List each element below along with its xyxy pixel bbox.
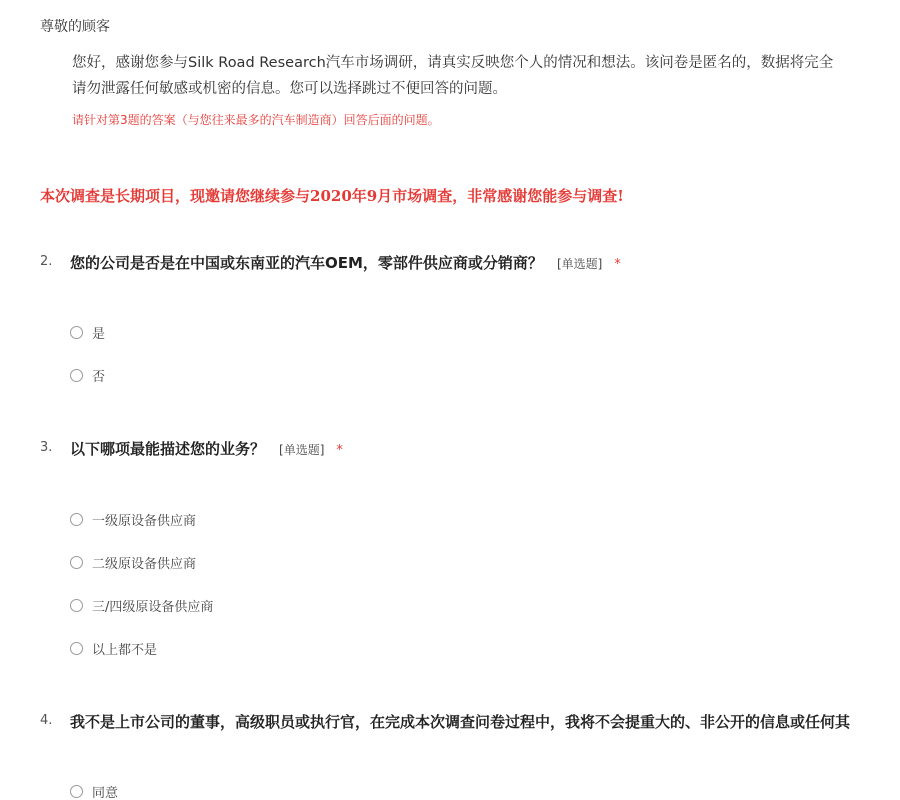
question-type-tag: [单选题]: [279, 443, 325, 457]
radio-button[interactable]: [70, 599, 83, 612]
option-label: 以上都不是: [92, 642, 158, 658]
question-4: [40, 711, 900, 800]
required-marker: *: [614, 257, 621, 272]
option-tier2-supplier[interactable]: [70, 552, 196, 572]
question-title: [40, 252, 900, 276]
question-label: 我不是上市公司的董事，高级职员或执行官，在完成本次调查问卷过程中，我将不会提重大的、非公开的信息或任何其: [70, 713, 851, 731]
option-yes[interactable]: [70, 322, 105, 342]
greeting: 尊敬的顾客: [40, 19, 110, 35]
question-label: 您的公司是否是在中国或东南亚的汽车OEM，零部件供应商或分销商？: [70, 254, 543, 272]
option-tier3-4-supplier[interactable]: [70, 595, 213, 615]
question-number: 2.: [40, 254, 53, 269]
option-label: 是: [92, 326, 106, 342]
question-text: [70, 252, 621, 273]
intro-text: [72, 50, 900, 102]
question-text: [70, 438, 343, 459]
question-type-tag: [单选题]: [556, 257, 603, 271]
radio-button[interactable]: [70, 369, 83, 382]
option-label: 一级原设备供应商: [92, 513, 197, 529]
question-number: 3.: [40, 440, 53, 455]
option-label: 二级原设备供应商: [92, 556, 197, 572]
question-number: 4.: [40, 713, 53, 728]
radio-button[interactable]: [70, 556, 83, 569]
question-text: [70, 711, 850, 732]
survey-notice: 本次调查是长期项目，现邀请您继续参与2020年9月市场调查，非常感谢您能参与调查!: [40, 187, 624, 205]
option-label: 否: [92, 369, 106, 385]
intro-line-1: 您好，感谢您参与Silk Road Research汽车市场调研，请真实反映您个人的情况和想法。该问卷是匿名的，数据将完全: [72, 55, 834, 71]
question-3: [40, 438, 900, 658]
radio-button[interactable]: [70, 326, 83, 339]
option-label: 同意: [92, 785, 119, 800]
option-tier1-supplier[interactable]: [70, 509, 196, 529]
option-label: 三/四级原设备供应商: [92, 599, 214, 615]
required-marker: *: [336, 443, 343, 458]
question-label: 以下哪项最能描述您的业务？: [70, 440, 266, 458]
question-title: [40, 711, 900, 735]
option-no[interactable]: [70, 365, 105, 385]
intro-line-2: 请勿泄露任何敏感或机密的信息。您可以选择跳过不便回答的问题。: [72, 81, 507, 97]
radio-button[interactable]: [70, 642, 83, 655]
question-title: [40, 438, 900, 462]
option-none-of-above[interactable]: [70, 638, 157, 658]
question-2: [40, 252, 900, 385]
option-agree[interactable]: [70, 781, 118, 800]
radio-button[interactable]: [70, 785, 83, 798]
intro-note: 请针对第3题的答案（与您往来最多的汽车制造商）回答后面的问题。: [72, 113, 440, 127]
radio-button[interactable]: [70, 513, 83, 526]
